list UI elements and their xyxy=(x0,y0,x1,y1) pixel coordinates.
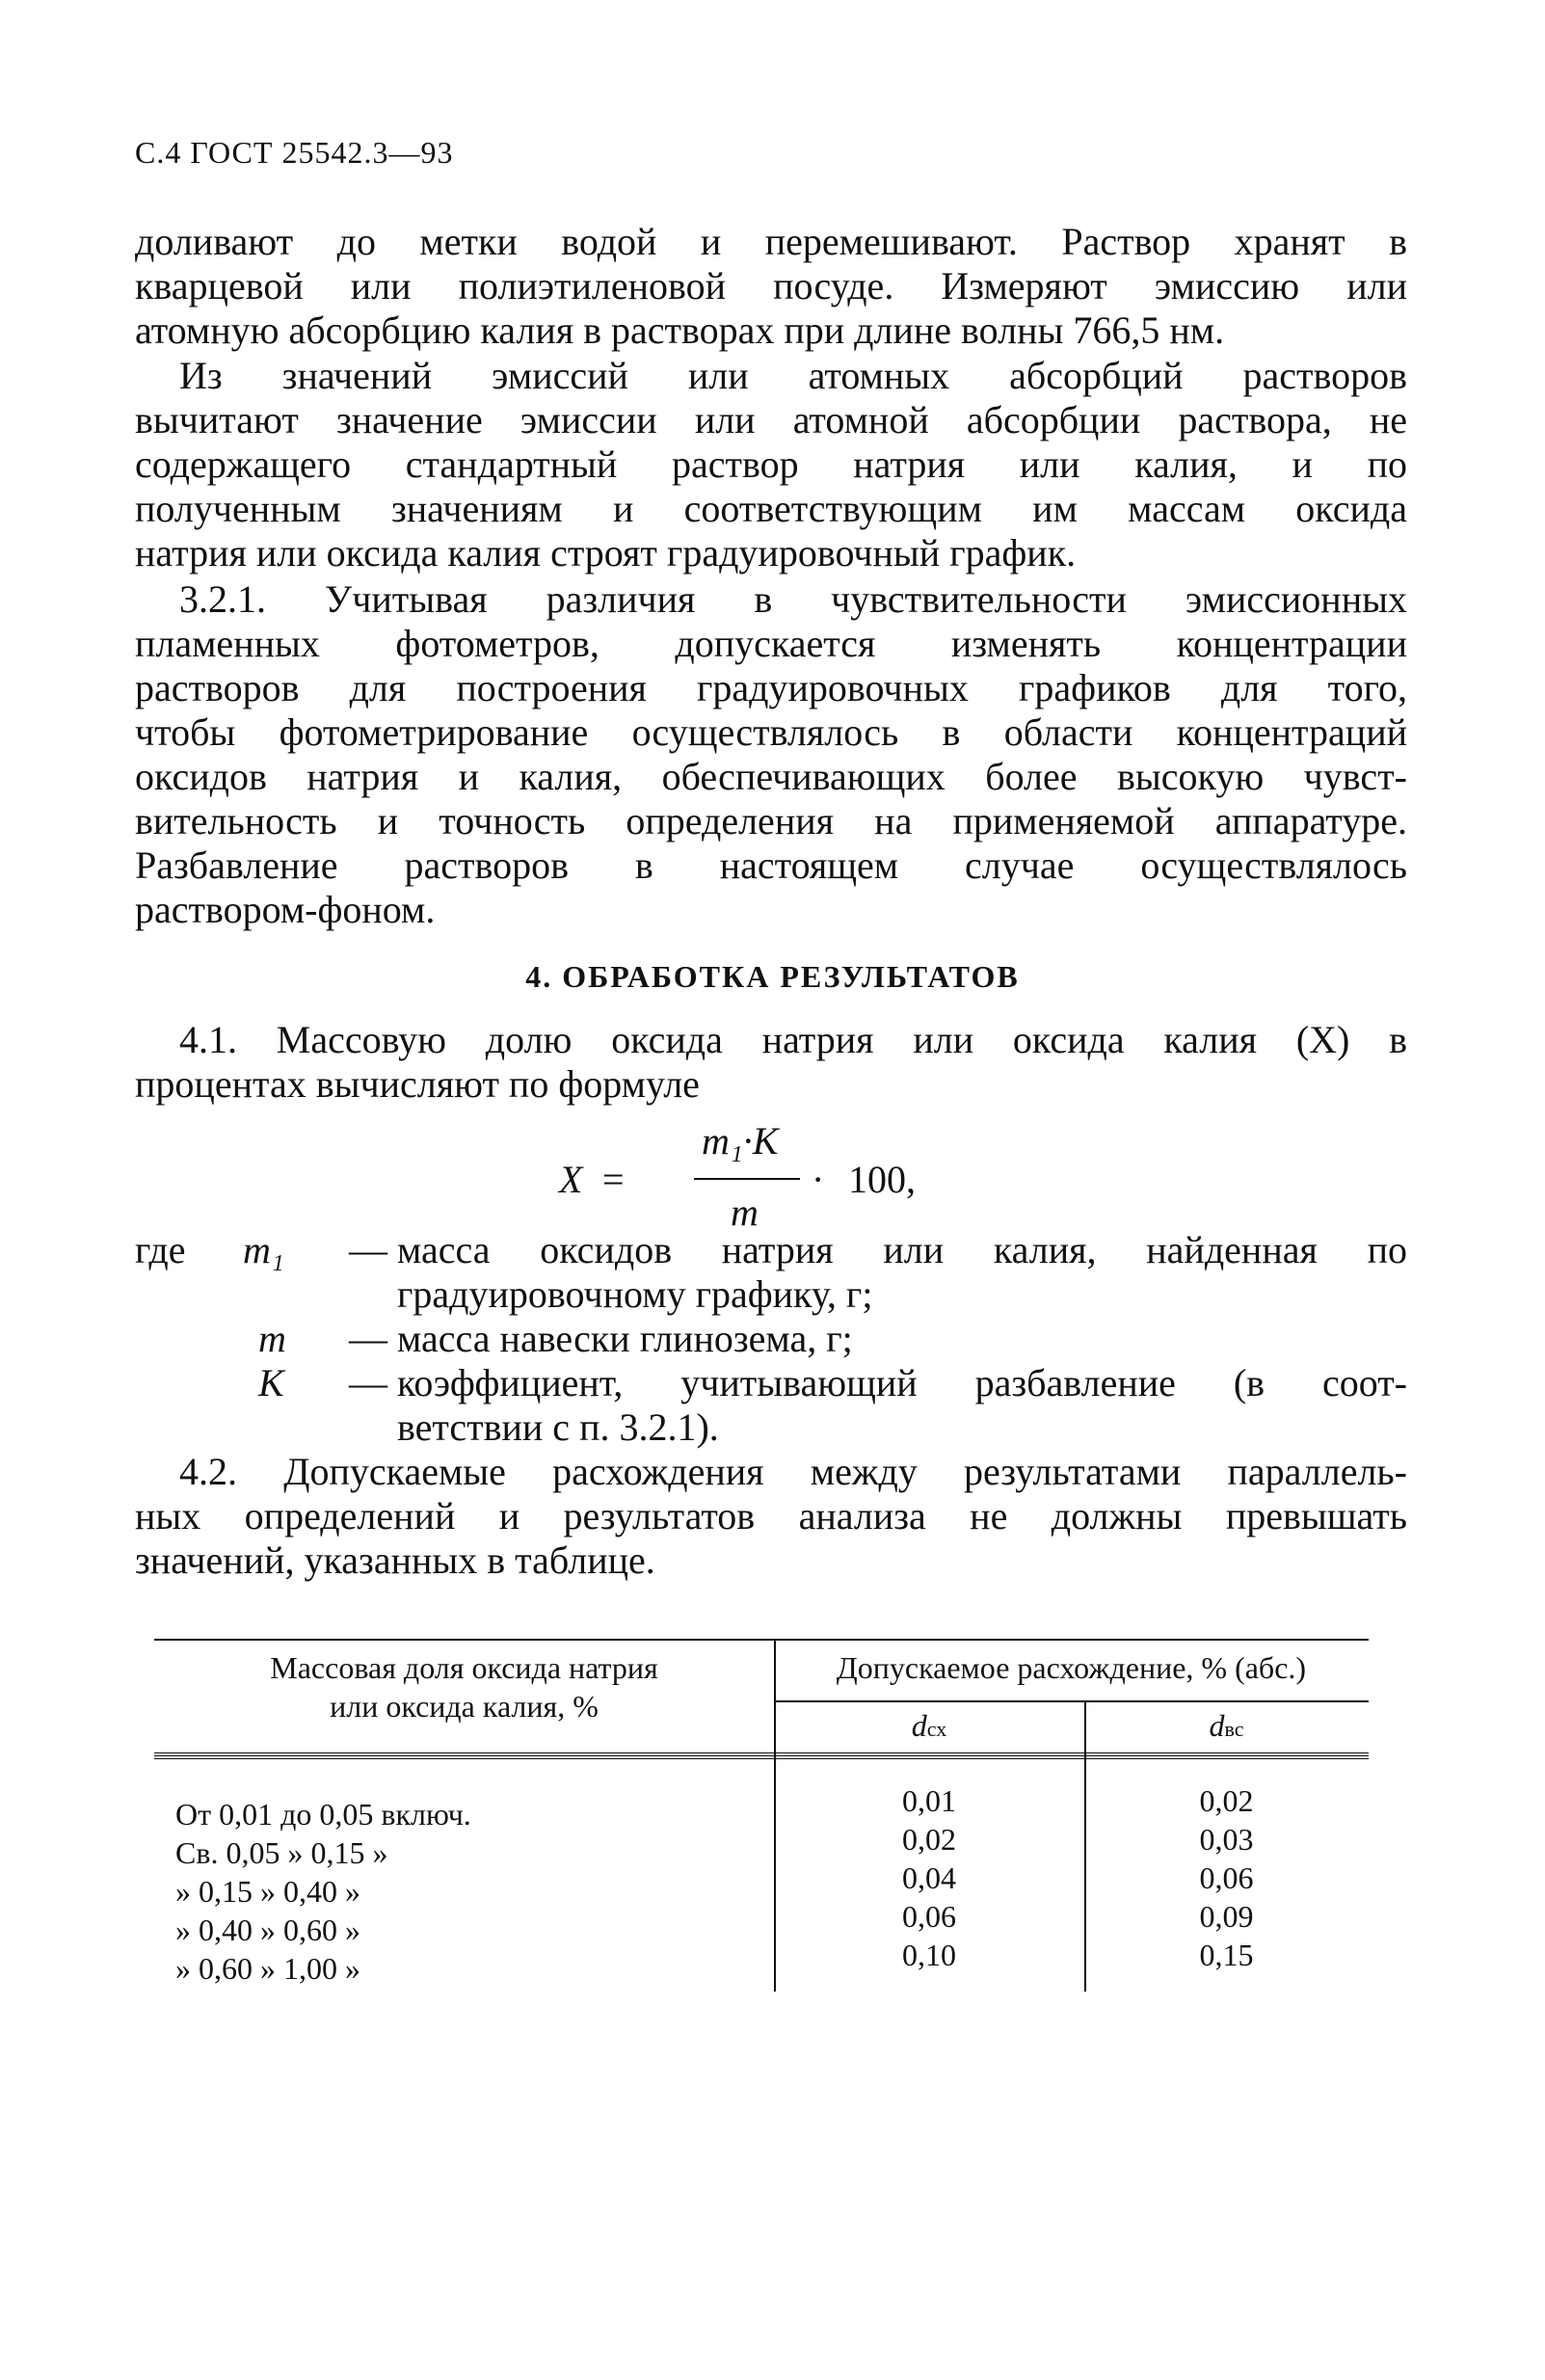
text-line: пламенных фотометров, допускается изменять концентрации xyxy=(135,622,1407,665)
section-title: 4. ОБРАБОТКА РЕЗУЛЬТАТОВ xyxy=(525,959,1020,994)
text-line: 3.2.1. Учитывая различия в чувствительности эмиссионных xyxy=(179,577,1407,621)
text-line: содержащего стандартный раствор натрия или калия, и по xyxy=(135,442,1407,486)
formula-lhs: X xyxy=(559,1158,583,1201)
header-text: или оксида калия, % xyxy=(330,1689,599,1724)
legend-desc: масса оксидов натрия или калия, найденная по xyxy=(397,1228,1407,1271)
text-line: ных определений и результатов анализа не должны превышать xyxy=(135,1494,1407,1538)
header-dvs xyxy=(1084,1708,1369,1744)
text-line: вычитают значение эмиссии или атомной абсорбции раствора, не xyxy=(135,398,1407,441)
legend-row xyxy=(135,1272,1407,1317)
paragraph-4 xyxy=(135,1018,1407,1107)
legend-row xyxy=(135,1228,1407,1272)
formula-denominator: m xyxy=(731,1190,759,1234)
legend-key: K xyxy=(258,1361,284,1404)
legend-desc: масса навески глинозема, г; xyxy=(397,1317,853,1360)
table-cell: » 0,40 » 0,60 » xyxy=(175,1912,360,1947)
text-line: 4.2. Допускаемые расхождения между результатами параллель- xyxy=(179,1450,1407,1493)
formula-numerator: m₁·K xyxy=(702,1119,779,1163)
table-cell: Св. 0,05 » 0,15 » xyxy=(175,1835,388,1870)
legend-desc: градуировочному графику, г; xyxy=(397,1272,873,1316)
legend-dash: — xyxy=(349,1317,387,1360)
text-line: чтобы фотометрирование осуществлялось в области концентраций xyxy=(135,710,1407,754)
table-cell: » 0,60 » 1,00 » xyxy=(175,1951,360,1986)
legend-desc: коэффициент, учитывающий разбавление (в соот- xyxy=(397,1361,1407,1404)
header-subscript: сх xyxy=(926,1717,947,1741)
table-header-divider xyxy=(774,1700,1369,1702)
text-line: полученным значениям и соответствующим им массам оксида xyxy=(135,487,1407,530)
variable-legend xyxy=(135,1228,1407,1450)
header-tolerance-group: Допускаемое расхождение, % (абс.) xyxy=(836,1650,1307,1685)
table-cell: 0,06 xyxy=(1199,1860,1254,1895)
column-dvs xyxy=(1084,1781,1369,1974)
header-mass-fraction xyxy=(154,1648,774,1725)
legend-dash: — xyxy=(349,1228,387,1271)
paragraph-1 xyxy=(135,220,1407,353)
table-cell: 0,09 xyxy=(1199,1899,1254,1934)
paragraph-2 xyxy=(135,354,1407,575)
formula-multiply: · xyxy=(812,1158,825,1201)
table-cell: От 0,01 до 0,05 включ. xyxy=(175,1797,471,1832)
text-line: доливают до метки водой и перемешивают. Раствор хранят в xyxy=(135,220,1407,263)
text-line: процентах вычисляют по формуле xyxy=(135,1062,700,1106)
header-symbol: d xyxy=(1209,1708,1225,1743)
table-cell: 0,02 xyxy=(902,1822,956,1857)
legend-row xyxy=(135,1317,1407,1361)
table-cell: 0,10 xyxy=(902,1938,956,1972)
legend-dash: — xyxy=(349,1361,387,1404)
legend-key: m₁ xyxy=(243,1228,284,1271)
column-dsx xyxy=(774,1781,1084,1974)
page-header: С.4 ГОСТ 25542.3—93 xyxy=(135,135,454,170)
column-ranges xyxy=(175,1795,471,1988)
formula xyxy=(559,1118,1041,1234)
table-top-rule xyxy=(154,1639,1369,1641)
header-subscript: вс xyxy=(1224,1717,1244,1741)
legend-row xyxy=(135,1405,1407,1450)
table-cell: 0,04 xyxy=(902,1860,956,1895)
table-cell: 0,15 xyxy=(1199,1938,1254,1972)
formula-equals: = xyxy=(602,1158,625,1201)
text-line: кварцевой или полиэтиленовой посуде. Измеряют эмиссию или xyxy=(135,264,1407,308)
formula-factor: 100, xyxy=(848,1158,916,1201)
table-header-rule xyxy=(154,1752,1369,1759)
paragraph-3 xyxy=(135,577,1407,932)
where-label: где xyxy=(135,1228,186,1271)
text-line: вительность и точность определения на применяемой аппаратуре. xyxy=(135,799,1407,842)
text-line: значений, указанных в таблице. xyxy=(135,1538,655,1582)
legend-desc: ветствии с п. 3.2.1). xyxy=(397,1405,719,1449)
text-line: Из значений эмиссий или атомных абсорбций растворов xyxy=(179,354,1407,397)
legend-row xyxy=(135,1361,1407,1405)
text-line: атомную абсорбцию калия в растворах при длине волны 766,5 нм. xyxy=(135,308,1225,352)
header-text: Массовая доля оксида натрия xyxy=(270,1650,658,1685)
text-line: раствором-фоном. xyxy=(135,888,436,931)
paragraph-5 xyxy=(135,1450,1407,1583)
legend-key: m xyxy=(258,1317,286,1360)
fraction-bar xyxy=(694,1178,800,1180)
text-line: растворов для построения градуировочных графиков для того, xyxy=(135,666,1407,709)
table-cell: » 0,15 » 0,40 » xyxy=(175,1874,360,1909)
text-line: натрия или оксида калия строят градуировочный график. xyxy=(135,531,1077,575)
text-line: оксидов натрия и калия, обеспечивающих более высокую чувст- xyxy=(135,755,1407,798)
table-cell: 0,02 xyxy=(1199,1783,1254,1818)
text-line: 4.1. Массовую долю оксида натрия или оксида калия (X) в xyxy=(179,1018,1407,1061)
table-cell: 0,01 xyxy=(902,1783,956,1818)
table-cell: 0,03 xyxy=(1199,1822,1254,1857)
header-dsx xyxy=(774,1708,1084,1744)
text-line: Разбавление растворов в настоящем случае осуществлялось xyxy=(135,843,1407,887)
header-symbol: d xyxy=(911,1708,927,1743)
table-cell: 0,06 xyxy=(902,1899,956,1934)
